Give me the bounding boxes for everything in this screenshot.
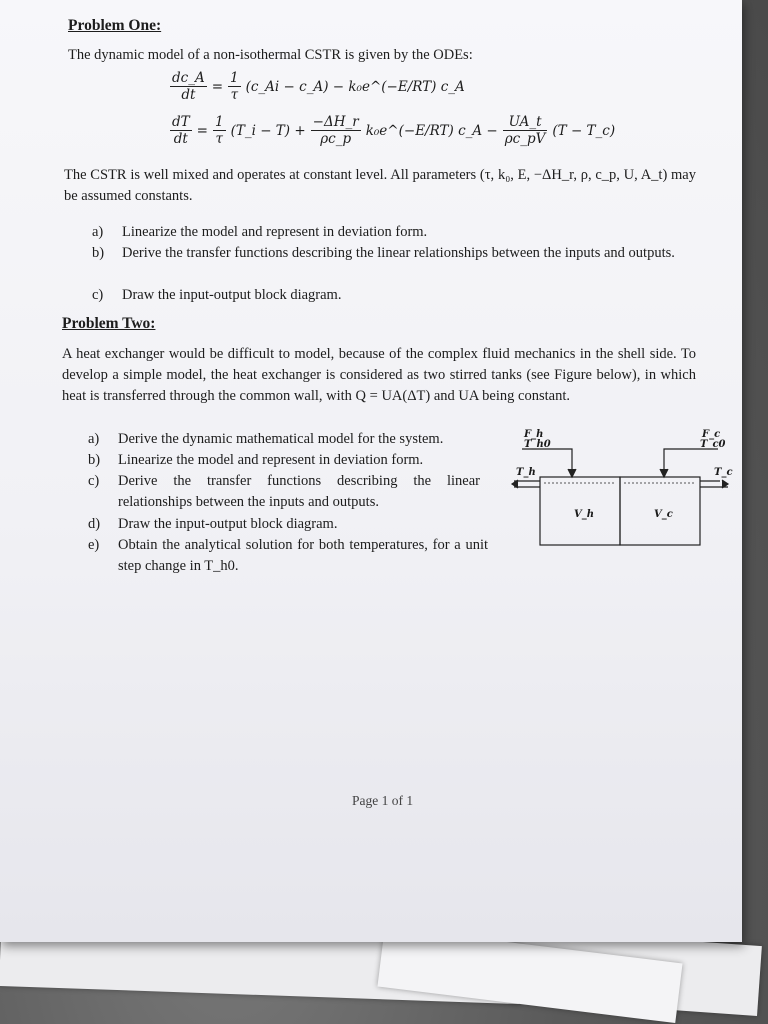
eq2-lhs-den: dt — [173, 131, 188, 147]
item-label: a) — [88, 431, 100, 447]
item-text: Obtain the analytical solution for both temperatures, for a unit step change in T_h0. — [118, 537, 488, 574]
item-text: Derive the dynamic mathematical model for the system. — [118, 431, 444, 447]
equation-temperature — [168, 114, 615, 147]
label-fh: F_h — [524, 429, 544, 440]
item-label: c) — [88, 473, 100, 489]
problem-one-description: The CSTR is well mixed and operates at constant level. All parameters (τ, k₀, E, −ΔH_r, ρ, c_p, U, A_t) may be assumed constants. — [64, 167, 696, 204]
eq2-lhs-num: dT — [172, 114, 190, 130]
eq1-coef-den: τ — [230, 87, 239, 103]
problem-one-intro: The dynamic model of a non-isothermal CSTR is given by the ODEs: — [68, 47, 473, 63]
eq2-lhs-fraction — [170, 114, 192, 147]
eq1-coef-num: 1 — [230, 70, 239, 86]
item-label: c) — [92, 287, 104, 303]
label-tc: T_c — [714, 467, 733, 478]
eq2-coef-fraction — [213, 114, 226, 147]
eq2-term2: k₀e^(−E/RT) c_A − — [365, 122, 498, 139]
eq1-coef-fraction — [228, 70, 241, 103]
item-text: Draw the input-output block diagram. — [118, 516, 338, 532]
problem-two-paragraph: A heat exchanger would be difficult to model, because of the complex fluid mechanics in the shell side. To develop a simple model, the heat exchanger is considered as two stirred tanks (see Figure below), in which heat is transferred through the common wall, with Q = UA(ΔT) and UA being constant. — [62, 346, 696, 404]
item-text: Derive the transfer functions describing the linear relationships between the inputs and outputs. — [118, 473, 480, 510]
eq2-heat-fraction — [311, 114, 361, 147]
item-label: a) — [92, 224, 104, 240]
label-tc0: T_c0 — [700, 439, 726, 450]
eq2-transfer-fraction — [503, 114, 548, 147]
label-fc: F_c — [702, 429, 721, 440]
eq1-rhs: (c_Ai − c_A) − k₀e^(−E/RT) c_A — [245, 78, 465, 95]
item-text: Derive the transfer functions describing the linear relationships between the inputs and outputs. — [122, 245, 675, 261]
eq2-transfer-den: ρc_pV — [504, 131, 546, 147]
item-label: d) — [88, 516, 101, 532]
problem-two-heading: Problem Two: — [62, 315, 156, 332]
heat-exchanger-diagram — [500, 425, 740, 555]
item-label: e) — [88, 537, 100, 553]
label-vc: V_c — [654, 509, 673, 520]
item-text: Linearize the model and represent in deviation form. — [118, 452, 424, 468]
eq1-lhs-den: dt — [181, 87, 196, 103]
item-text: Draw the input-output block diagram. — [122, 287, 342, 303]
page-number: Page 1 of 1 — [352, 793, 414, 808]
item-label: b) — [88, 452, 101, 468]
label-th0: T_h0 — [524, 439, 551, 450]
cold-inlet-pipe — [664, 449, 718, 473]
eq1-lhs-num: dc_A — [172, 70, 205, 86]
eq1-lhs-fraction — [170, 70, 207, 103]
equals-sign: = — [196, 122, 208, 139]
eq2-term1: (T_i − T) + — [230, 122, 306, 139]
item-label: b) — [92, 245, 105, 261]
equation-concentration — [168, 70, 465, 103]
item-text: Linearize the model and represent in deviation form. — [122, 224, 428, 240]
eq2-term3: (T − T_c) — [552, 122, 616, 139]
equals-sign: = — [211, 78, 224, 95]
eq2-heat-num: −ΔH_r — [312, 114, 359, 130]
label-vh: V_h — [574, 509, 595, 520]
eq2-coef-den: τ — [215, 131, 223, 147]
problem-one-heading: Problem One: — [68, 17, 162, 34]
eq2-transfer-num: UA_t — [503, 114, 548, 131]
label-th: T_h — [516, 467, 536, 478]
eq2-heat-den: ρc_p — [320, 131, 352, 147]
eq2-coef-num: 1 — [214, 114, 224, 130]
